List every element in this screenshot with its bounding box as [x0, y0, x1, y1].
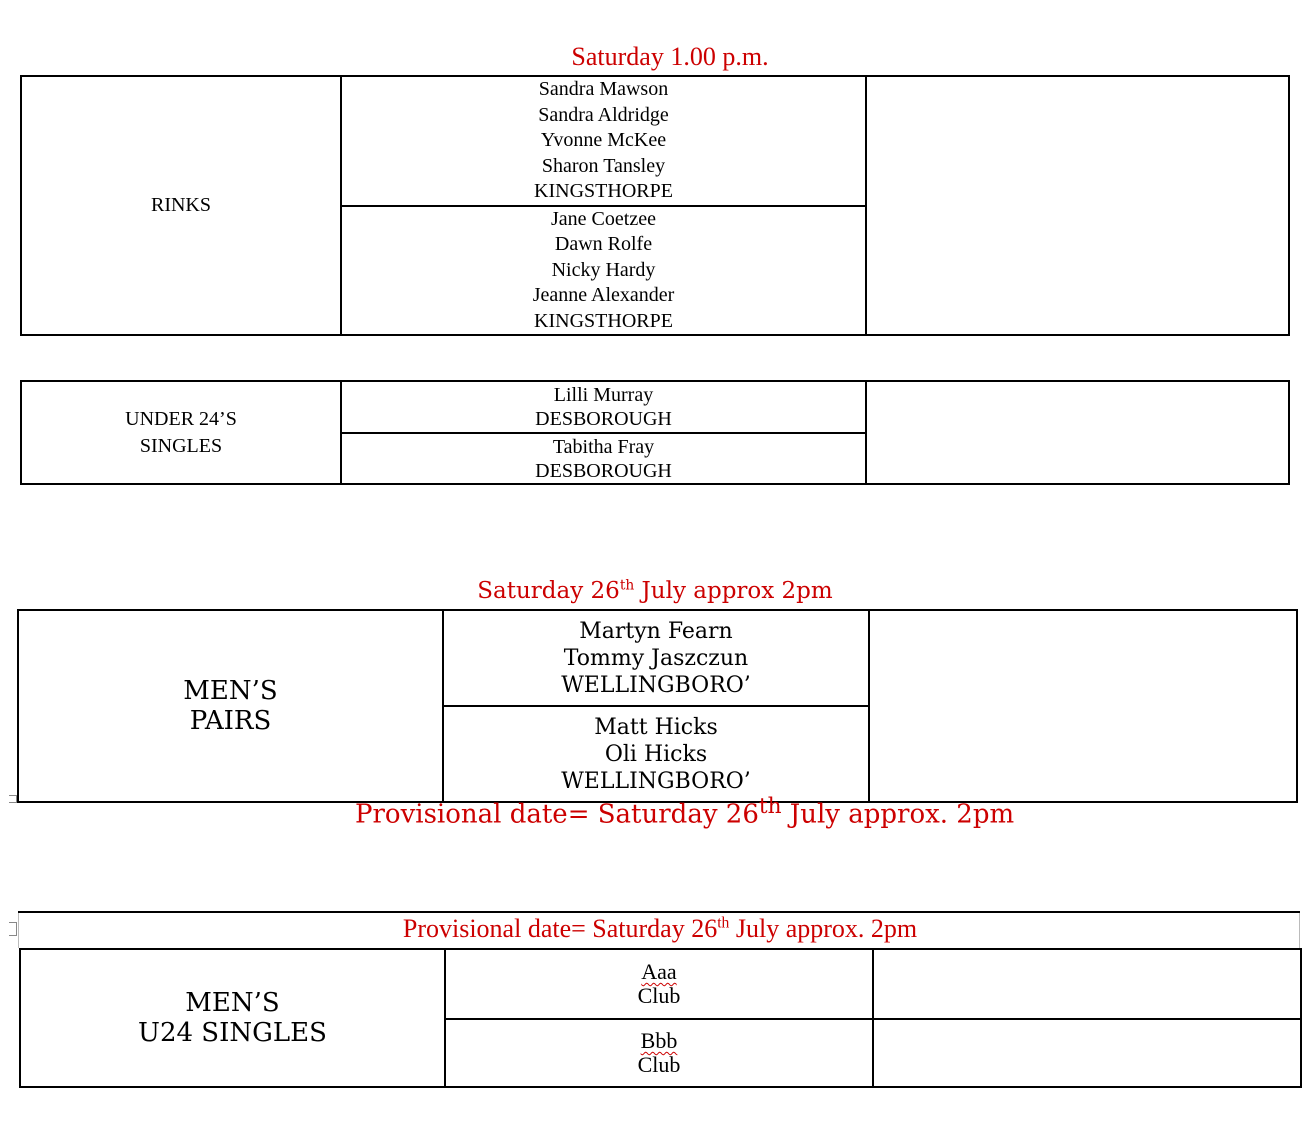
- rinks-table: [20, 75, 1290, 336]
- club-name: KINGSTHORPE: [534, 309, 673, 332]
- club-name: DESBOROUGH: [535, 459, 672, 482]
- category-label: MEN’S: [183, 676, 278, 706]
- result-cell: [873, 1019, 1301, 1087]
- left-margin-marker: [9, 795, 17, 803]
- player-entry-2: [445, 1019, 873, 1087]
- player-name: Bbb: [640, 1028, 678, 1053]
- club-name: Club: [637, 983, 681, 1008]
- category-label: UNDER 24’S: [125, 407, 237, 430]
- heading-sup: th: [717, 914, 730, 932]
- player-entry-1: [341, 381, 866, 433]
- page-break-clipped-text: [355, 794, 1015, 830]
- result-cell: [866, 381, 1289, 484]
- player-name: Tabitha Fray: [552, 435, 655, 458]
- category-label: U24 SINGLES: [138, 1018, 327, 1048]
- section4-heading: [330, 914, 990, 944]
- result-cell: [869, 610, 1297, 802]
- club-name: WELLINGBORO’: [561, 768, 751, 794]
- team-entry-2: [341, 206, 866, 336]
- category-mens-u24-singles: [20, 949, 445, 1087]
- player-name: Martyn Fearn: [579, 618, 733, 644]
- club-name: DESBOROUGH: [535, 408, 672, 430]
- player-name: Sandra Aldridge: [538, 103, 669, 126]
- category-rinks: [21, 76, 341, 335]
- category-label: RINKS: [150, 194, 211, 216]
- clipped-heading: Provisional date= Saturday 26th July approx. 2pm: [355, 794, 1015, 830]
- category-label: PAIRS: [189, 706, 272, 736]
- player-name: Aaa: [641, 959, 677, 984]
- player-entry-2: [341, 433, 866, 484]
- player-name: Oli Hicks: [604, 741, 708, 767]
- player-name: Dawn Rolfe: [554, 233, 653, 255]
- mens-u24-singles-table: [19, 948, 1302, 1088]
- team-entry-2: [443, 706, 869, 802]
- player-name: Jeanne Alexander: [532, 284, 675, 306]
- heading-text: July approx. 2pm: [729, 914, 918, 943]
- club-name: Club: [637, 1052, 681, 1077]
- category-label: SINGLES: [139, 434, 223, 457]
- club-name: WELLINGBORO’: [561, 672, 751, 698]
- category-under24-singles: [21, 381, 341, 484]
- heading-sup: th: [619, 577, 635, 594]
- heading-text: Saturday 26: [477, 578, 620, 604]
- player-name: Yvonne McKee: [540, 129, 667, 151]
- player-name: Sandra Mawson: [538, 78, 669, 100]
- heading-text: July approx 2pm: [634, 578, 833, 604]
- player-name: Jane Coetzee: [551, 207, 656, 230]
- left-margin-marker: [9, 922, 17, 936]
- section3-heading: [420, 578, 890, 604]
- mens-pairs-table: [17, 609, 1298, 803]
- team-entry-1: [443, 610, 869, 706]
- club-name: KINGSTHORPE: [534, 180, 673, 202]
- player-name: Sharon Tansley: [541, 154, 666, 177]
- heading-text: Provisional date= Saturday 26: [402, 914, 718, 943]
- player-entry-1: [445, 949, 873, 1019]
- under24-singles-table: [20, 380, 1290, 485]
- category-mens-pairs: [18, 610, 443, 802]
- result-cell: [866, 76, 1289, 335]
- player-name: Lilli Murray: [553, 384, 654, 406]
- category-label: MEN’S: [185, 988, 280, 1018]
- team-entry-1: [341, 76, 866, 206]
- player-name: Nicky Hardy: [551, 258, 656, 281]
- player-name: Tommy Jaszczun: [563, 645, 749, 671]
- player-name: Matt Hicks: [594, 714, 718, 740]
- section1-heading: Saturday 1.00 p.m.: [571, 42, 769, 71]
- result-cell: [873, 949, 1301, 1019]
